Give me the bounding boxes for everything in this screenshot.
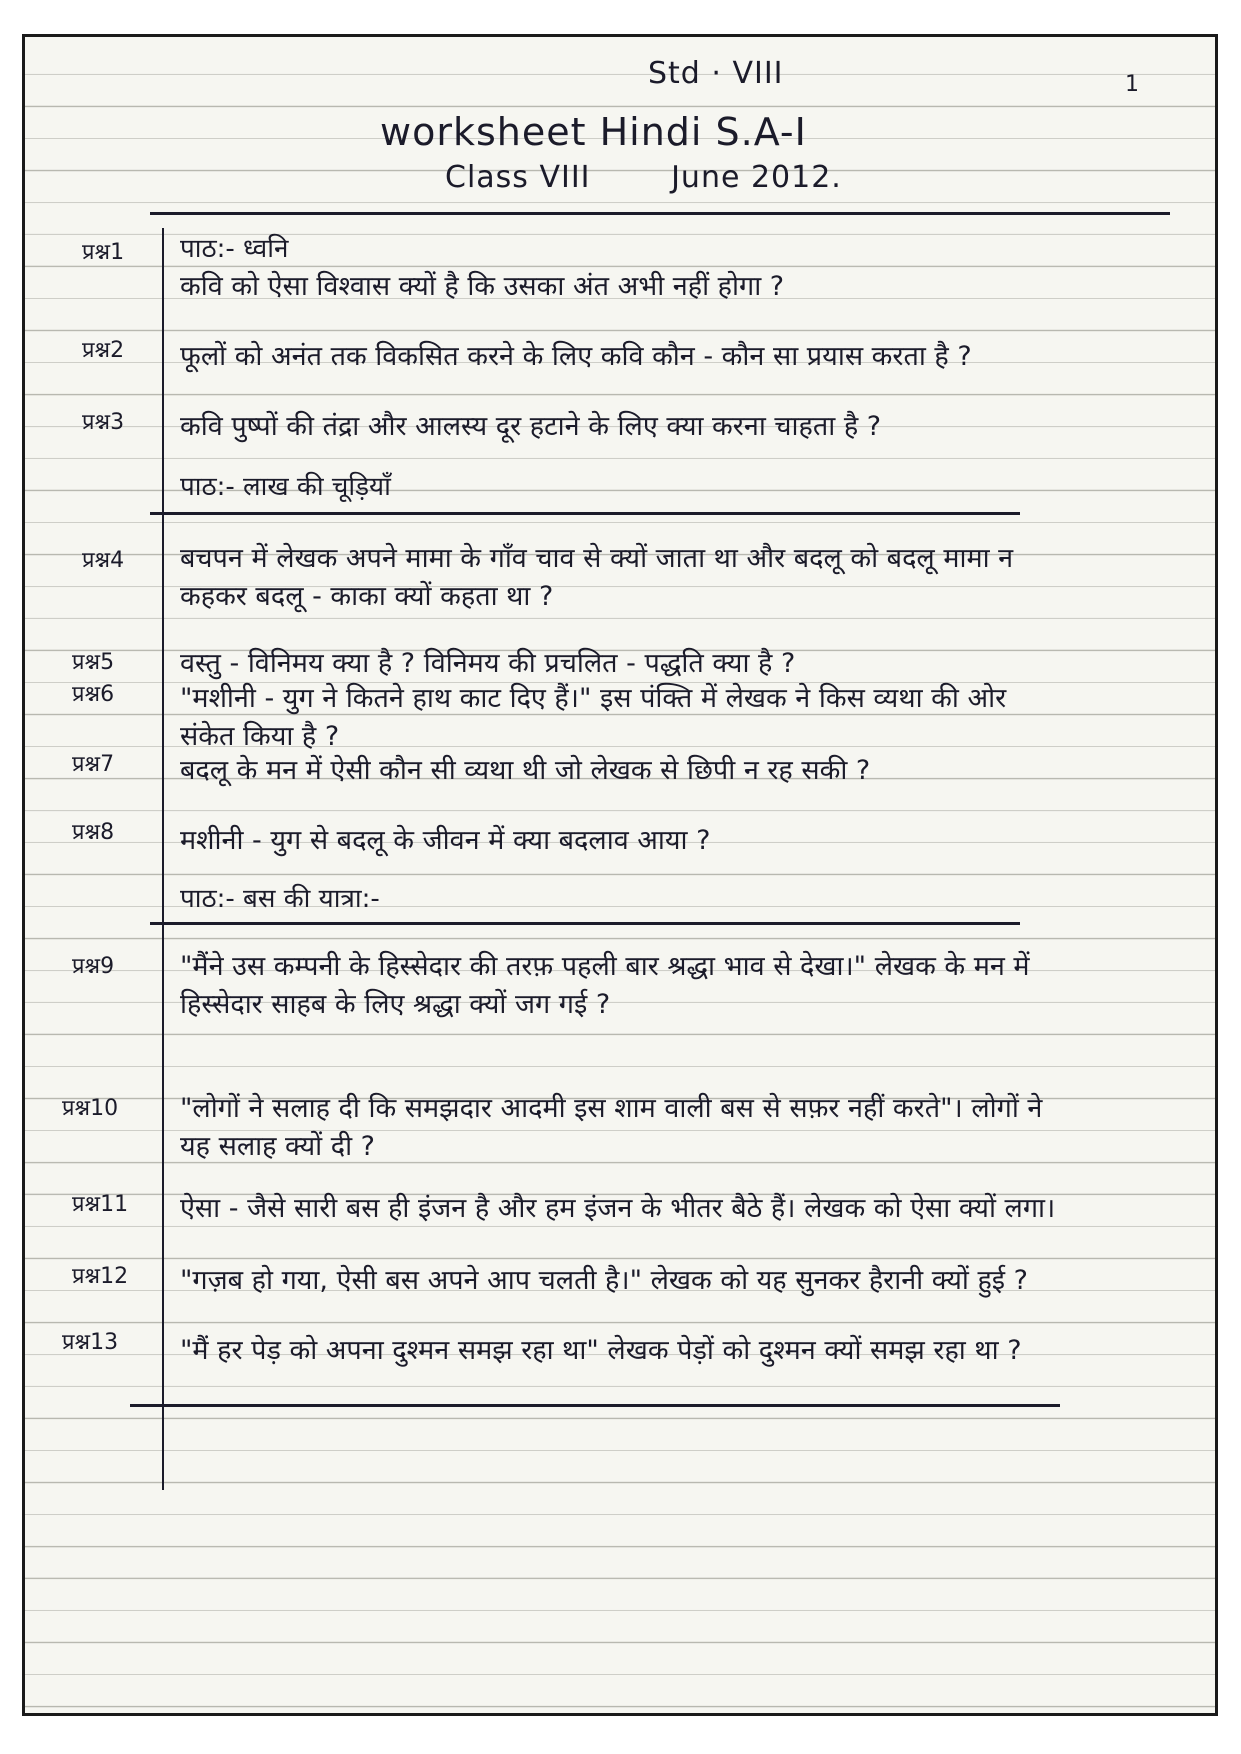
question-label-2: प्रश्न2 — [82, 338, 125, 363]
question-text-6: "मशीनी - युग ने कितने हाथ काट दिए हैं।" इस पंक्ति में लेखक ने किस व्यथा की ओर संकेत किया है ? — [180, 683, 1015, 752]
header-divider — [150, 212, 1170, 215]
question-text-9: "मैंने उस कम्पनी के हिस्सेदार की तरफ़ पहली बार श्रद्धा भाव से देखा।" लेखक के मन में हिस्सेदार साहब के लिए श्रद्धा क्यों जग गई ? — [180, 951, 1039, 1020]
lesson-heading-lakh-ki-chudiyan: पाठ:- लाख की चूड़ियाँ — [180, 472, 391, 502]
question-label-11: प्रश्न11 — [72, 1192, 129, 1217]
page-number: 1 — [1125, 72, 1139, 97]
question-text-4: बचपन में लेखक अपने मामा के गाँव चाव से क्यों जाता था और बदलू को बदलू मामा न कहकर बदलू - काका क्यों कहता था ? — [180, 543, 1022, 612]
question-label-6: प्रश्न6 — [72, 682, 115, 707]
question-text-8: मशीनी - युग से बदलू के जीवन में क्या बदलाव आया ? — [180, 825, 711, 856]
lesson-heading-bus-ki-yatra: पाठ:- बस की यात्रा:- — [180, 884, 380, 914]
question-text-7: बदलू के मन में ऐसी कौन सी व्यथा थी जो लेखक से छिपी न रह सकी ? — [180, 755, 871, 786]
question-text-13: "मैं हर पेड़ को अपना दुश्मन समझ रहा था" लेखक पेड़ों को दुश्मन क्यों समझ रहा था ? — [180, 1335, 1022, 1366]
worksheet-title: worksheet Hindi S.A-I — [380, 110, 807, 154]
class-label: Class VIII — [445, 160, 591, 195]
question-text-11: ऐसा - जैसे सारी बस ही इंजन है और हम इंजन के भीतर बैठे हैं। लेखक को ऐसा क्यों लगा। — [180, 1193, 1056, 1224]
question-label-5: प्रश्न5 — [72, 650, 115, 675]
question-label-3: प्रश्न3 — [82, 410, 125, 435]
question-text-1: कवि को ऐसा विश्वास क्यों है कि उसका अंत अभी नहीं होगा ? — [180, 271, 785, 302]
worksheet-subtitle — [445, 160, 842, 195]
question-label-1: प्रश्न1 — [82, 240, 125, 265]
question-label-13: प्रश्न13 — [62, 1330, 119, 1355]
question-label-9: प्रश्न9 — [72, 954, 115, 979]
question-text-10: "लोगों ने सलाह दी कि समझदार आदमी इस शाम वाली बस से सफ़र नहीं करते"। लोगों ने यह सलाह क्यों दी ? — [180, 1093, 1051, 1162]
question-text-5: वस्तु - विनिमय क्या है ? विनिमय की प्रचलित - पद्धति क्या है ? — [180, 648, 796, 679]
question-text-3: कवि पुष्पों की तंद्रा और आलस्य दूर हटाने के लिए क्या करना चाहता है ? — [180, 411, 882, 442]
question-label-10: प्रश्न10 — [62, 1096, 119, 1121]
margin-line — [162, 228, 164, 1490]
question-label-12: प्रश्न12 — [72, 1264, 129, 1289]
question-text-2: फूलों को अनंत तक विकसित करने के लिए कवि कौन - कौन सा प्रयास करता है ? — [180, 341, 972, 372]
month-label: June 2012. — [671, 160, 842, 195]
lesson-divider-1 — [150, 512, 1020, 515]
question-label-7: प्रश्न7 — [72, 752, 115, 777]
std-label: Std · VIII — [648, 56, 784, 91]
bottom-divider — [130, 1404, 1060, 1407]
lesson-heading-dhwani: पाठ:- ध्वनि — [180, 234, 289, 264]
question-label-8: प्रश्न8 — [72, 820, 115, 845]
question-text-12: "गज़ब हो गया, ऐसी बस अपने आप चलती है।" लेखक को यह सुनकर हैरानी क्यों हुई ? — [180, 1265, 1028, 1296]
question-label-4: प्रश्न4 — [82, 548, 125, 573]
lesson-divider-2 — [150, 922, 1020, 925]
